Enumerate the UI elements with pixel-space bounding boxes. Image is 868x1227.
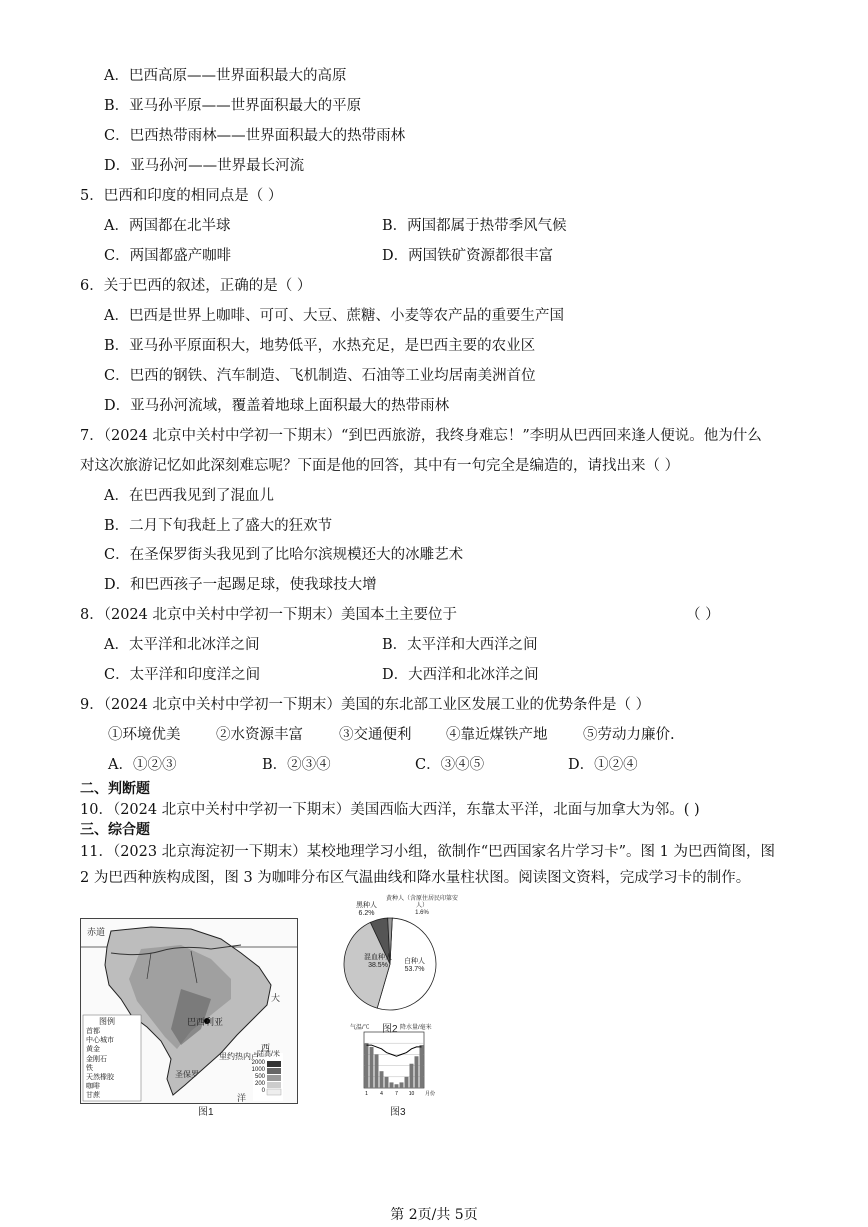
legend-item: 中心城市 xyxy=(86,1037,114,1045)
pie-label-mixed: 混血种人 38.5% xyxy=(364,954,392,969)
section-judgement-heading: 二、判断题 xyxy=(80,781,150,797)
atlantic-label-3: 洋 xyxy=(237,1093,247,1103)
elevation-level: 0 xyxy=(261,1088,265,1094)
month-tick-label: 4 xyxy=(380,1091,383,1097)
pie-label-black: 黑种人 6.2% xyxy=(356,902,377,917)
q7-option-d: D．和巴西孩子一起踢足球，使我球技大增 xyxy=(104,577,377,593)
q7-stem-line1: 7．（2024 北京中关村中学初一下期末）“到巴西旅游，我终身难忘！”李明从巴西回来逢人便说。他为什么 xyxy=(80,428,762,444)
q4-option-a: A．巴西高原——世界面积最大的高原 xyxy=(104,68,347,84)
precip-axis-label: 降水量/毫米 xyxy=(400,1025,432,1031)
elevation-level: 1000 xyxy=(251,1067,265,1073)
pie-label-yellow-value: 1.6 xyxy=(415,910,424,916)
month-tick-label: 1 xyxy=(365,1091,368,1097)
temp-axis-label: 气温/℃ xyxy=(350,1025,370,1031)
climate-chart xyxy=(350,1024,440,1100)
x-axis-label: 月份 xyxy=(425,1091,436,1097)
figure2-caption: 图2 xyxy=(382,1024,398,1035)
q4-option-c: C．巴西热带雨林——世界面积最大的热带雨林 xyxy=(104,128,406,144)
q7-stem-line2: 对这次旅游记忆如此深刻难忘呢？下面是他的回答，其中有一句完全是编造的，请找出来（ ） xyxy=(80,458,680,474)
q5-option-c: C．两国都盛产咖啡 xyxy=(104,248,232,264)
q8-stem: 8．（2024 北京中关村中学初一下期末）美国本土主要位于 xyxy=(80,607,457,623)
q9-option-d: D．①②④ xyxy=(568,757,638,773)
elevation-level: 500 xyxy=(254,1074,265,1080)
q8-option-a: A．太平洋和北冰洋之间 xyxy=(104,637,260,653)
q9-item-3: ③交通便利 xyxy=(339,727,412,743)
q5-stem: 5．巴西和印度的相同点是（ ） xyxy=(80,188,283,204)
legend-item: 天然橡胶 xyxy=(86,1074,114,1082)
q9-option-c: C．③④⑤ xyxy=(415,757,485,773)
q9-option-a: A．①②③ xyxy=(108,757,177,773)
elevation-levels xyxy=(244,1060,265,1095)
q9-item-1: ①环境优美 xyxy=(108,727,181,743)
legend-item: 铁 xyxy=(86,1064,93,1072)
brazil-map-figure xyxy=(80,918,298,1104)
q7-option-b: B．二月下旬我赶上了盛大的狂欢节 xyxy=(104,518,333,534)
pie-label-black-name: 黑种人 xyxy=(356,902,377,909)
q6-option-c: C．巴西的钢铁、汽车制造、飞机制造、石油等工业均居南美洲首位 xyxy=(104,368,536,384)
legend-items xyxy=(86,1027,114,1101)
precip-bar xyxy=(385,1077,389,1088)
precip-bar xyxy=(410,1064,414,1088)
q8-option-b: B．太平洋和大西洋之间 xyxy=(382,637,538,653)
q9-stem: 9．（2024 北京中关村中学初一下期末）美国的东北部工业区发展工业的优势条件是（ ） xyxy=(80,697,651,713)
q5-option-d: D．两国铁矿资源都很丰富 xyxy=(382,248,554,264)
q5-option-a: A．两国都在北半球 xyxy=(104,218,231,234)
precip-bar xyxy=(390,1082,394,1088)
precip-bar xyxy=(370,1047,374,1088)
legend-item: 首都 xyxy=(86,1028,100,1035)
precip-bar xyxy=(405,1077,409,1088)
month-tick-label: 7 xyxy=(395,1091,398,1097)
page-footer: 第 2页/共 5页 xyxy=(390,1207,478,1223)
precip-bar xyxy=(420,1045,424,1088)
figure1-caption: 图1 xyxy=(198,1107,214,1118)
pie-label-white-value: 53.7 xyxy=(404,966,419,973)
section-comprehensive-heading: 三、综合题 xyxy=(80,822,150,838)
legend-item: 黄金 xyxy=(86,1046,100,1054)
sao-paulo-label: 圣保罗 xyxy=(175,1070,199,1079)
q8-answer-paren: （ ） xyxy=(686,607,720,623)
q9-item-2: ②水资源丰富 xyxy=(216,727,303,743)
precip-bar xyxy=(375,1054,379,1088)
precip-bar xyxy=(415,1056,419,1088)
q8-option-d: D．大西洋和北冰洋之间 xyxy=(382,667,539,683)
q6-option-d: D．亚马孙河流域，覆盖着地球上面积最大的热带雨林 xyxy=(104,398,450,414)
q9-item-4: ④靠近煤铁产地 xyxy=(446,727,548,743)
atlantic-label-1: 大 xyxy=(271,993,281,1003)
legend-title: 图例 xyxy=(99,1017,115,1026)
q4-option-b: B．亚马孙平原——世界面积最大的平原 xyxy=(104,98,362,114)
equator-label: 赤道 xyxy=(87,927,106,937)
pie-label-white-name: 白种人 xyxy=(404,958,425,965)
rio-label: 里约热内卢 xyxy=(219,1052,259,1061)
q7-option-c: C．在圣保罗街头我见到了比哈尔滨规模还大的冰雕艺术 xyxy=(104,547,464,563)
figure3-caption: 图3 xyxy=(390,1107,406,1118)
pie-label-white: 白种人 53.7% xyxy=(404,958,425,973)
month-tick-label: 10 xyxy=(408,1091,415,1097)
pie-label-black-value: 6.2 xyxy=(358,910,369,917)
legend-item: 咖啡 xyxy=(86,1083,100,1091)
elevation-level: 2000 xyxy=(251,1060,265,1066)
q8-option-c: C．太平洋和印度洋之间 xyxy=(104,667,261,683)
legend-item: 甘蔗 xyxy=(86,1092,100,1100)
q7-option-a: A．在巴西我见到了混血儿 xyxy=(104,488,274,504)
q11-stem-line2: 2 为巴西种族构成图，图 3 为咖啡分布区气温曲线和降水量柱状图。阅读图文资料，完成学习卡的制作。 xyxy=(80,870,751,886)
precip-bar xyxy=(400,1082,404,1088)
precip-bar xyxy=(365,1043,369,1088)
q9-item-5: ⑤劳动力廉价. xyxy=(583,727,675,743)
legend-item: 金刚石 xyxy=(86,1055,107,1063)
q10-stem: 10．（2024 北京中关村中学初一下期末）美国西临大西洋，东靠太平洋，北面与加拿大为邻。( ) xyxy=(80,802,700,818)
q6-option-a: A．巴西是世界上咖啡、可可、大豆、蔗糖、小麦等农产品的重要生产国 xyxy=(104,308,564,324)
q4-option-d: D．亚马孙河——世界最长河流 xyxy=(104,158,305,174)
atlantic-label-2: 西 xyxy=(261,1043,271,1053)
precip-bar xyxy=(395,1084,399,1088)
climate-chart-figure xyxy=(350,1024,440,1100)
q9-option-b: B．②③④ xyxy=(262,757,331,773)
pie-label-yellow: 黄种人（含原住居民印第安人） 1.6% xyxy=(386,896,459,916)
q6-option-b: B．亚马孙平原面积大，地势低平，水热充足，是巴西主要的农业区 xyxy=(104,338,536,354)
capital-label: 巴西利亚 xyxy=(187,1017,224,1027)
precip-bar xyxy=(380,1071,384,1088)
pie-label-yellow-name: 黄种人（含原住居民印第安人） xyxy=(386,896,459,909)
q6-stem: 6．关于巴西的叙述，正确的是（ ） xyxy=(80,278,312,294)
elevation-level: 200 xyxy=(254,1081,265,1087)
race-pie-figure xyxy=(320,896,460,1020)
q11-stem-line1: 11．（2023 北京海淀初一下期末）某校地理学习小组，欲制作“巴西国家名片学习卡”。图 1 为巴西简图，图 xyxy=(80,844,775,860)
elevation-title: 陆高/米 xyxy=(257,1051,280,1058)
q5-option-b: B．两国都属于热带季风气候 xyxy=(382,218,567,234)
pie-label-mixed-value: 38.5 xyxy=(368,962,382,969)
pie-label-mixed-name: 混血种人 xyxy=(364,954,392,961)
